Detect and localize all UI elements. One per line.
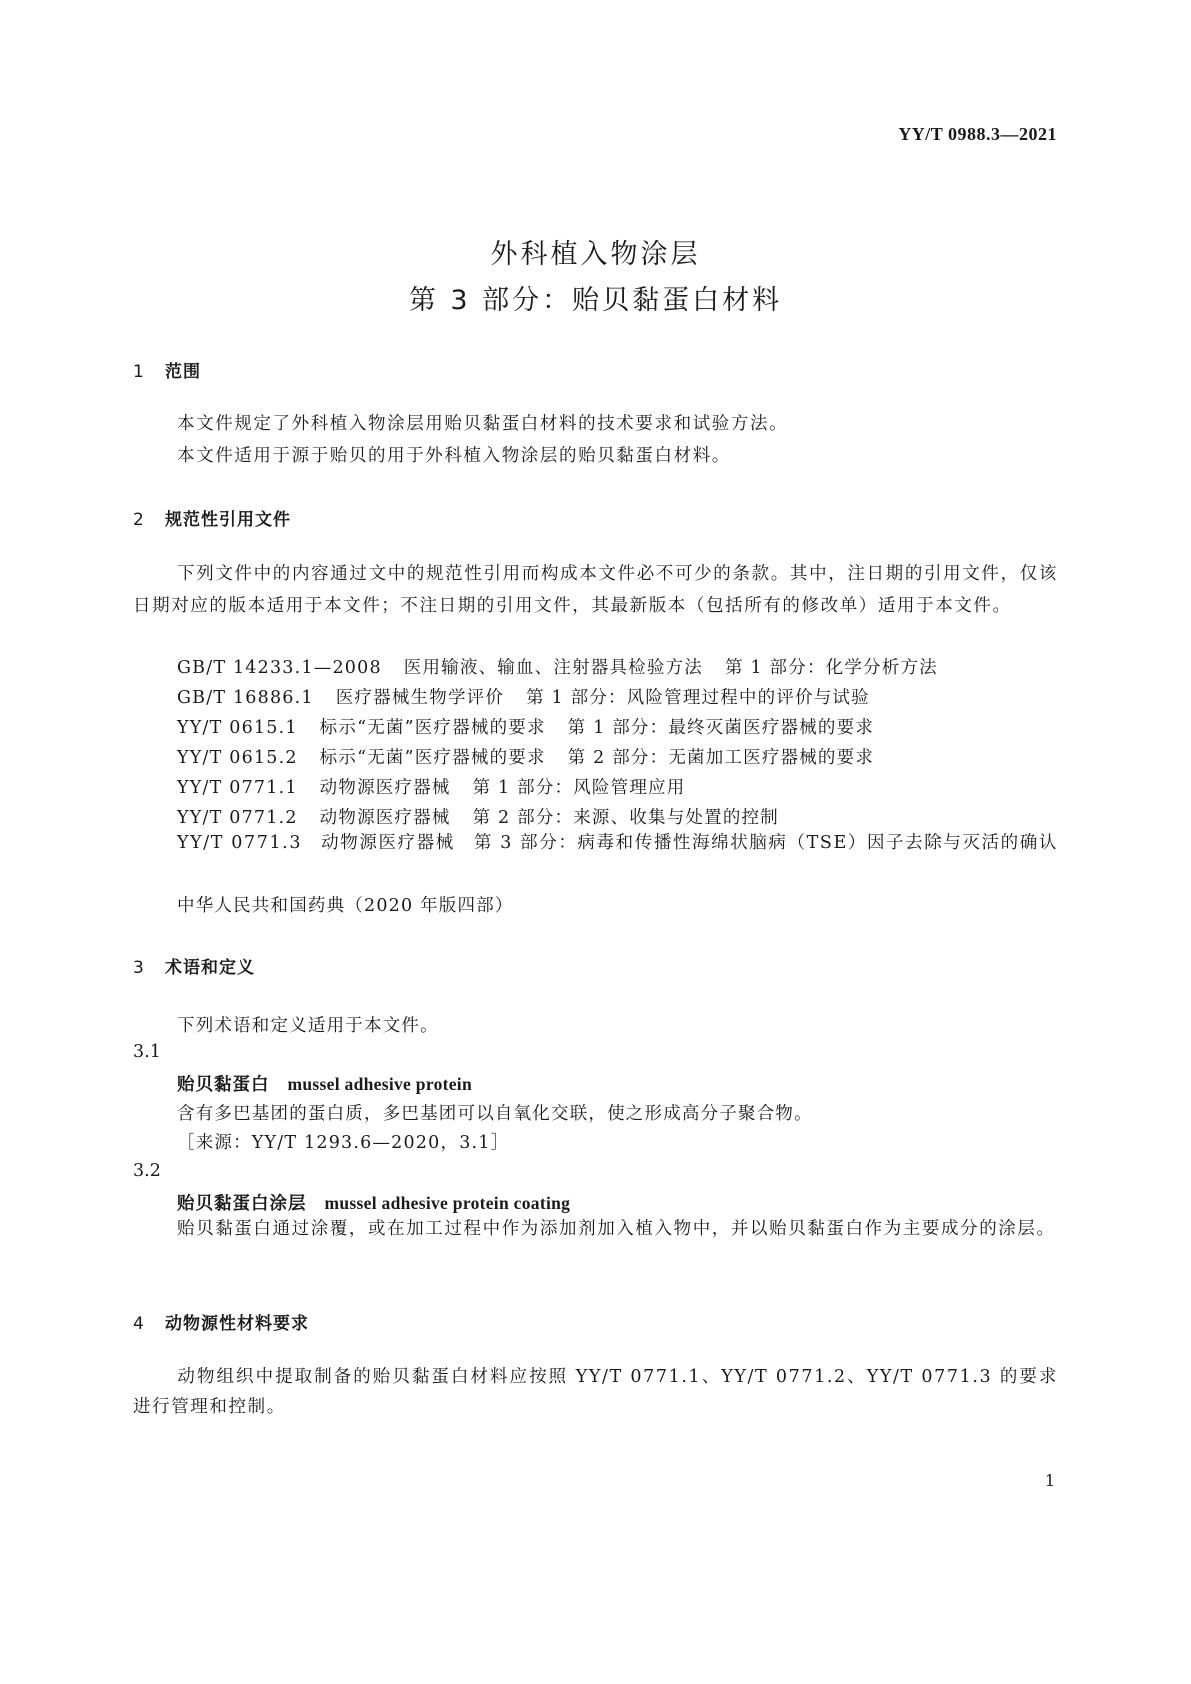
reference-code: GB/T 14233.1—2008 xyxy=(177,658,382,678)
reference-title: 标示“无菌”医疗器械的要求 xyxy=(319,748,546,768)
reference-item xyxy=(177,714,874,739)
section-title: 术语和定义 xyxy=(165,958,255,978)
paragraph xyxy=(133,408,1058,440)
reference-item xyxy=(177,684,870,709)
paragraph xyxy=(133,558,1058,622)
term-zh: 贻贝黏蛋白涂层 xyxy=(177,1194,307,1214)
section-title: 范围 xyxy=(165,362,201,382)
term-zh: 贻贝黏蛋白 xyxy=(177,1075,270,1095)
reference-title: 医用输液、输血、注射器具检验方法 xyxy=(403,658,703,678)
paragraph-text: 本文件适用于源于贻贝的用于外科植入物涂层的贻贝黏蛋白材料。 xyxy=(177,446,731,466)
reference-item xyxy=(177,744,874,769)
section-title: 动物源性材料要求 xyxy=(165,1314,309,1334)
document-title: 外科植入物涂层 xyxy=(490,239,701,270)
paragraph xyxy=(133,1362,1058,1422)
term-entry xyxy=(177,1190,570,1215)
section-heading-4 xyxy=(133,1309,309,1334)
reference-part: 第 1 部分：风险管理应用 xyxy=(472,778,686,798)
reference-part: 第 1 部分：风险管理过程中的评价与试验 xyxy=(526,688,870,708)
reference-code: YY/T 0615.2 xyxy=(177,748,298,768)
section-heading-3 xyxy=(133,953,255,978)
term-source: ［来源：YY/T 1293.6—2020，3.1］ xyxy=(177,1133,510,1153)
term-en: mussel adhesive protein coating xyxy=(324,1193,571,1213)
term-en: mussel adhesive protein xyxy=(287,1074,473,1094)
reference-title: 动物源医疗器械 xyxy=(319,808,451,828)
reference-code: YY/T 0615.1 xyxy=(177,718,298,738)
section-number: 3 xyxy=(133,958,145,978)
section-number: 4 xyxy=(133,1314,145,1334)
standard-code: YY/T 0988.3—2021 xyxy=(898,124,1057,144)
term-entry xyxy=(177,1071,472,1096)
section-number: 1 xyxy=(133,362,145,382)
reference-code: GB/T 16886.1 xyxy=(177,688,314,708)
section-title: 规范性引用文件 xyxy=(165,510,291,530)
reference-item xyxy=(177,804,779,829)
reference-text: 中华人民共和国药典（2020 年版四部） xyxy=(177,896,514,916)
paragraph-text: 下列术语和定义适用于本文件。 xyxy=(177,1016,439,1036)
reference-part: 第 1 部分：最终灭菌医疗器械的要求 xyxy=(567,718,875,738)
reference-item xyxy=(177,774,685,799)
term-definition xyxy=(133,1214,1058,1244)
section-heading-1 xyxy=(133,357,201,382)
term-number: 3.2 xyxy=(133,1161,161,1181)
reference-part: 第 2 部分：来源、收集与处置的控制 xyxy=(472,808,779,828)
paragraph-text: 贻贝黏蛋白通过涂覆，或在加工过程中作为添加剂加入植入物中，并以贻贝黏蛋白作为主要成分的涂层。 xyxy=(177,1219,1056,1239)
term-number: 3.1 xyxy=(133,1042,161,1062)
page-number: 1 xyxy=(1044,1471,1055,1490)
reference-title: 标示“无菌”医疗器械的要求 xyxy=(319,718,546,738)
reference-item xyxy=(177,654,938,679)
reference-item xyxy=(177,892,514,917)
reference-item xyxy=(133,828,1058,858)
paragraph-text: 动物组织中提取制备的贻贝黏蛋白材料应按照 YY/T 0771.1、YY/T 0771.2、YY/T 0771.3 的要求进行管理和控制。 xyxy=(133,1367,1058,1417)
reference-part: 第 2 部分：无菌加工医疗器械的要求 xyxy=(567,748,875,768)
paragraph xyxy=(177,1012,439,1037)
document-subtitle: 第 3 部分：贻贝黏蛋白材料 xyxy=(408,285,783,316)
reference-code: YY/T 0771.1 xyxy=(177,778,298,798)
section-number: 2 xyxy=(133,510,145,530)
reference-code: YY/T 0771.2 xyxy=(177,808,298,828)
reference-title: 医疗器械生物学评价 xyxy=(335,688,505,708)
term-definition: 含有多巴基团的蛋白质，多巴基团可以自氧化交联，使之形成高分子聚合物。 xyxy=(177,1104,813,1124)
paragraph-text: 本文件规定了外科植入物涂层用贻贝黏蛋白材料的技术要求和试验方法。 xyxy=(177,414,789,434)
section-heading-2 xyxy=(133,505,291,530)
reference-title: 动物源医疗器械 xyxy=(319,778,451,798)
reference-text: YY/T 0771.3 动物源医疗器械 第 3 部分：病毒和传播性海绵状脑病（TSE）因子去除与灭活的确认 xyxy=(177,833,1058,853)
paragraph xyxy=(133,440,1058,472)
reference-part: 第 1 部分：化学分析方法 xyxy=(724,658,938,678)
paragraph-text: 下列文件中的内容通过文中的规范性引用而构成本文件必不可少的条款。其中，注日期的引用文件，仅该日期对应的版本适用于本文件；不注日期的引用文件，其最新版本（包括所有的修改单）适用于本文件。 xyxy=(133,564,1058,616)
